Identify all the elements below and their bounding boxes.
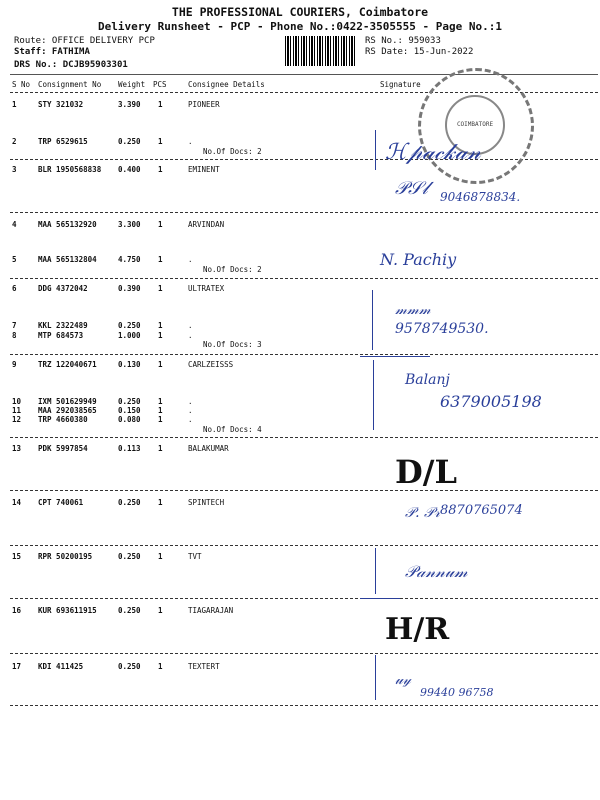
row-consignment: TRP 4660380: [38, 415, 88, 424]
col-pcs: PCS: [153, 80, 167, 89]
col-sno: S No: [12, 80, 31, 89]
signature-scribble: 𝒫. 𝒫𝓇: [405, 505, 440, 521]
row-divider: [10, 354, 598, 355]
row-details: .: [188, 331, 193, 340]
docs-count: No.Of Docs: 3: [203, 340, 262, 349]
row-pcs: 1: [158, 397, 163, 406]
row-details: EMINENT: [188, 165, 220, 174]
row-sno: 3: [12, 165, 17, 174]
row-pcs: 1: [158, 220, 163, 229]
pen-stroke: [373, 360, 374, 430]
row-pcs: 1: [158, 255, 163, 264]
row-divider: [10, 653, 598, 654]
staff-label: Staff: FATHIMA: [14, 47, 90, 57]
pen-stroke: [360, 598, 400, 599]
header-top-rule: [10, 74, 598, 75]
row-divider: [10, 212, 598, 213]
row-weight: 3.390: [118, 100, 141, 109]
row-consignment: KDI 411425: [38, 662, 84, 671]
barcode: [285, 36, 355, 66]
signature-scribble: 𝓂𝓂𝓂: [395, 302, 431, 318]
col-consignment: Consignment No: [38, 80, 102, 89]
row-details: BALAKUMAR: [188, 444, 229, 453]
row-sno: 2: [12, 137, 17, 146]
row-weight: 0.250: [118, 552, 141, 561]
row-divider: [10, 598, 598, 599]
row-pcs: 1: [158, 498, 163, 507]
row-pcs: 1: [158, 406, 163, 415]
rs-date: RS Date: 15-Jun-2022: [365, 47, 474, 57]
row-consignment: TRP 6529615: [38, 137, 88, 146]
row-consignment: IXM 501629949: [38, 397, 97, 406]
row-details: .: [188, 137, 193, 146]
row-sno: 5: [12, 255, 17, 264]
row-sno: 1: [12, 100, 17, 109]
row-pcs: 1: [158, 606, 163, 615]
row-pcs: 1: [158, 552, 163, 561]
signature-scribble: ℋ𝓅𝒶𝒸𝓀𝒶𝓃: [385, 140, 481, 165]
row-details: CARLZEISSS: [188, 360, 234, 369]
row-pcs: 1: [158, 444, 163, 453]
row-divider: [10, 278, 598, 279]
row-consignment: DDG 4372042: [38, 284, 88, 293]
row-sno: 10: [12, 397, 22, 406]
handwritten-phone: 99440 96758: [420, 686, 494, 699]
row-weight: 0.130: [118, 360, 141, 369]
row-consignment: CPT 740061: [38, 498, 84, 507]
row-details: SPINTECH: [188, 498, 225, 507]
row-details: TIAGARAJAN: [188, 606, 234, 615]
route-label: Route: OFFICE DELIVERY PCP: [14, 36, 155, 46]
row-weight: 0.150: [118, 406, 141, 415]
row-pcs: 1: [158, 360, 163, 369]
row-weight: 0.390: [118, 284, 141, 293]
row-pcs: 1: [158, 415, 163, 424]
row-sno: 11: [12, 406, 22, 415]
row-sno: 17: [12, 662, 22, 671]
handwritten-phone: 8870765074: [440, 503, 523, 518]
row-pcs: 1: [158, 321, 163, 330]
row-divider: [10, 437, 598, 438]
row-sno: 4: [12, 220, 17, 229]
row-pcs: 1: [158, 165, 163, 174]
drs-label: DRS No.: DCJB95903301: [14, 60, 128, 70]
docs-count: No.Of Docs: 4: [203, 425, 262, 434]
row-pcs: 1: [158, 662, 163, 671]
row-weight: 4.750: [118, 255, 141, 264]
row-details: .: [188, 321, 193, 330]
row-details: ARVINDAN: [188, 220, 225, 229]
handwritten-phone: 6379005198: [440, 392, 542, 411]
row-sno: 7: [12, 321, 17, 330]
row-divider: [10, 705, 598, 706]
col-weight: Weight: [118, 80, 146, 89]
stamp-center-text: COIMBATORE: [445, 95, 505, 155]
row-sno: 16: [12, 606, 22, 615]
row-weight: 0.250: [118, 321, 141, 330]
row-weight: 0.400: [118, 165, 141, 174]
row-sno: 15: [12, 552, 22, 561]
col-signature: Signature: [380, 80, 421, 89]
row-details: ULTRATEX: [188, 284, 225, 293]
row-divider: [10, 545, 598, 546]
col-consignee: Consignee Details: [188, 80, 265, 89]
row-details: PIONEER: [188, 100, 220, 109]
row-sno: 13: [12, 444, 22, 453]
signature-scribble: 𝒫𝒮𝓁: [395, 178, 428, 199]
row-sno: 9: [12, 360, 17, 369]
row-consignment: KUR 693611915: [38, 606, 97, 615]
delivered-mark: D/L: [395, 453, 457, 491]
row-details: .: [188, 255, 193, 264]
row-pcs: 1: [158, 100, 163, 109]
company-title: THE PROFESSIONAL COURIERS, Coimbatore: [171, 5, 429, 19]
pen-stroke: [375, 655, 376, 700]
row-consignment: MAA 565132920: [38, 220, 97, 229]
row-pcs: 1: [158, 137, 163, 146]
row-consignment: MAA 292038565: [38, 406, 97, 415]
handwritten-name: Balanj: [405, 372, 450, 388]
row-details: .: [188, 415, 193, 424]
row-details: .: [188, 397, 193, 406]
row-consignment: BLR 1950568838: [38, 165, 102, 174]
row-consignment: STY 321032: [38, 100, 84, 109]
row-details: TVT: [188, 552, 202, 561]
row-pcs: 1: [158, 284, 163, 293]
row-weight: 0.250: [118, 137, 141, 146]
docs-count: No.Of Docs: 2: [203, 265, 262, 274]
handwritten-phone: 9046878834.: [440, 190, 521, 204]
handwritten-phone: 9578749530.: [395, 321, 489, 337]
row-weight: 0.250: [118, 662, 141, 671]
handwritten-name: N. Pachiy: [380, 250, 457, 269]
pen-stroke: [372, 290, 373, 350]
row-details: TEXTERT: [188, 662, 220, 671]
rs-number: RS No.: 959033: [365, 36, 441, 46]
row-consignment: MTP 684573: [38, 331, 84, 340]
row-weight: 3.300: [118, 220, 141, 229]
row-weight: 1.000: [118, 331, 141, 340]
row-sno: 14: [12, 498, 22, 507]
row-divider: [10, 490, 598, 491]
row-consignment: MAA 565132804: [38, 255, 97, 264]
row-details: .: [188, 406, 193, 415]
row-weight: 0.250: [118, 397, 141, 406]
row-weight: 0.250: [118, 498, 141, 507]
row-pcs: 1: [158, 331, 163, 340]
pen-stroke: [375, 130, 376, 170]
row-sno: 6: [12, 284, 17, 293]
row-consignment: PDK 5997854: [38, 444, 88, 453]
docs-count: No.Of Docs: 2: [203, 147, 262, 156]
runsheet-subtitle: Delivery Runsheet - PCP - Phone No.:0422-3505555 - Page No.:1: [98, 20, 502, 33]
row-consignment: TRZ 122040671: [38, 360, 97, 369]
signature-scribble: 𝓊𝓎: [395, 672, 412, 688]
signature-scribble: 𝒫𝒶𝓃𝓃𝓊𝓂: [405, 562, 468, 581]
pen-stroke: [360, 356, 430, 357]
returned-mark: H/R: [385, 612, 450, 647]
row-weight: 0.250: [118, 606, 141, 615]
row-weight: 0.080: [118, 415, 141, 424]
row-sno: 12: [12, 415, 22, 424]
pen-stroke: [375, 548, 376, 594]
row-sno: 8: [12, 331, 17, 340]
office-stamp: [418, 68, 534, 184]
row-consignment: RPR 50200195: [38, 552, 93, 561]
row-weight: 0.113: [118, 444, 141, 453]
row-consignment: KKL 2322489: [38, 321, 88, 330]
